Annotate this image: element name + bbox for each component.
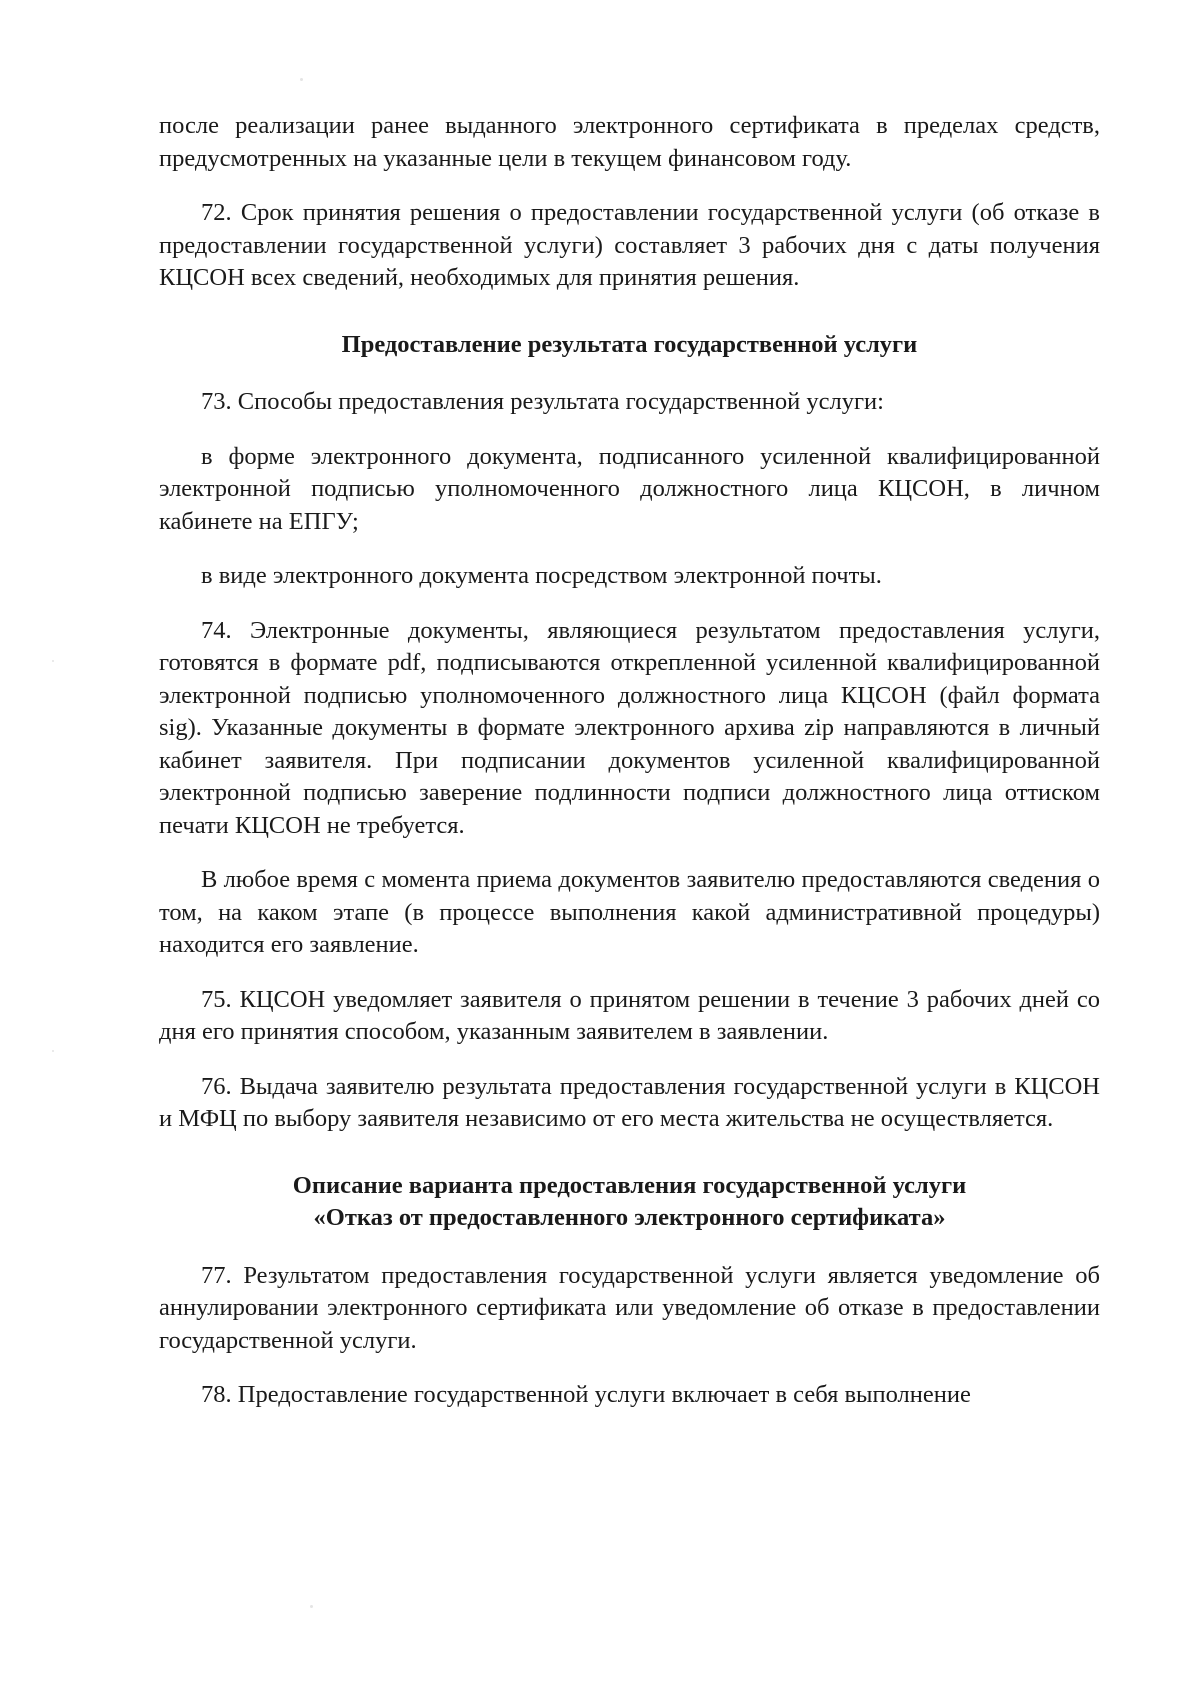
scan-speck (52, 660, 54, 662)
paragraph-72: 72. Срок принятия решения о предоставлении государственной услуги (об отказе в предоставлении государственной услуги) составляет 3 рабочих дня с даты получения КЦСОН всех сведений, необходимых для принятия решения. (159, 199, 1100, 291)
paragraph-74-status: В любое время с момента приема документов заявителю предоставляются сведения о том, на каком этапе (в процессе выполнения какой административной процедуры) находится его заявление. (159, 866, 1100, 958)
paragraph-76: 76. Выдача заявителю результата предоставления государственной услуги в КЦСОН и МФЦ по выбору заявителя независимо от его места жительства не осуществляется. (159, 1072, 1100, 1132)
section-heading-result: Предоставление результата государственной услуги (341, 330, 918, 358)
paragraph-intro: после реализации ранее выданного электронного сертификата в пределах средств, предусмотренных на указанные цели в текущем финансовом году. (159, 112, 1100, 172)
paragraph-73: 73. Способы предоставления результата государственной услуги: (201, 388, 884, 415)
paragraph-73-item-b: в виде электронного документа посредством электронной почты. (201, 562, 882, 589)
paragraph-78: 78. Предоставление государственной услуги включает в себя выполнение (201, 1381, 971, 1408)
scan-speck (52, 1050, 54, 1052)
scan-speck (300, 78, 303, 81)
paragraph-73-item-a: в форме электронного документа, подписанного усиленной квалифицированной электронной подписью уполномоченного должностного лица КЦСОН, в личном кабинете на ЕПГУ; (159, 442, 1100, 535)
section-heading-variant-line-2: «Отказ от предоставленного электронного сертификата» (313, 1204, 946, 1231)
section-heading-variant-line-1: Описание варианта предоставления государственной услуги (292, 1171, 967, 1199)
paragraph-75: 75. КЦСОН уведомляет заявителя о принятом решении в течение 3 рабочих дней со дня его принятия способом, указанным заявителем в заявлении. (159, 985, 1100, 1045)
paragraph-77: 77. Результатом предоставления государственной услуги является уведомление об аннулировании электронного сертификата или уведомление об отказе в предоставлении государственной услуги. (159, 1261, 1100, 1354)
document-body (159, 110, 1100, 1412)
scan-speck (310, 1605, 313, 1608)
paragraph-74: 74. Электронные документы, являющиеся результатом предоставления услуги, готовятся в формате pdf, подписываются открепленной усиленной квалифицированной электронной подписью уполномоченного должностного лица КЦСОН (файл формата sig). Указанные документы в формате электронного архива zip направляются в личный кабинет заявителя. При подписании документов усиленной квалифицированной электронной подписью заверение подлинности подписи должностного лица оттиском печати КЦСОН не требуется. (159, 616, 1100, 839)
